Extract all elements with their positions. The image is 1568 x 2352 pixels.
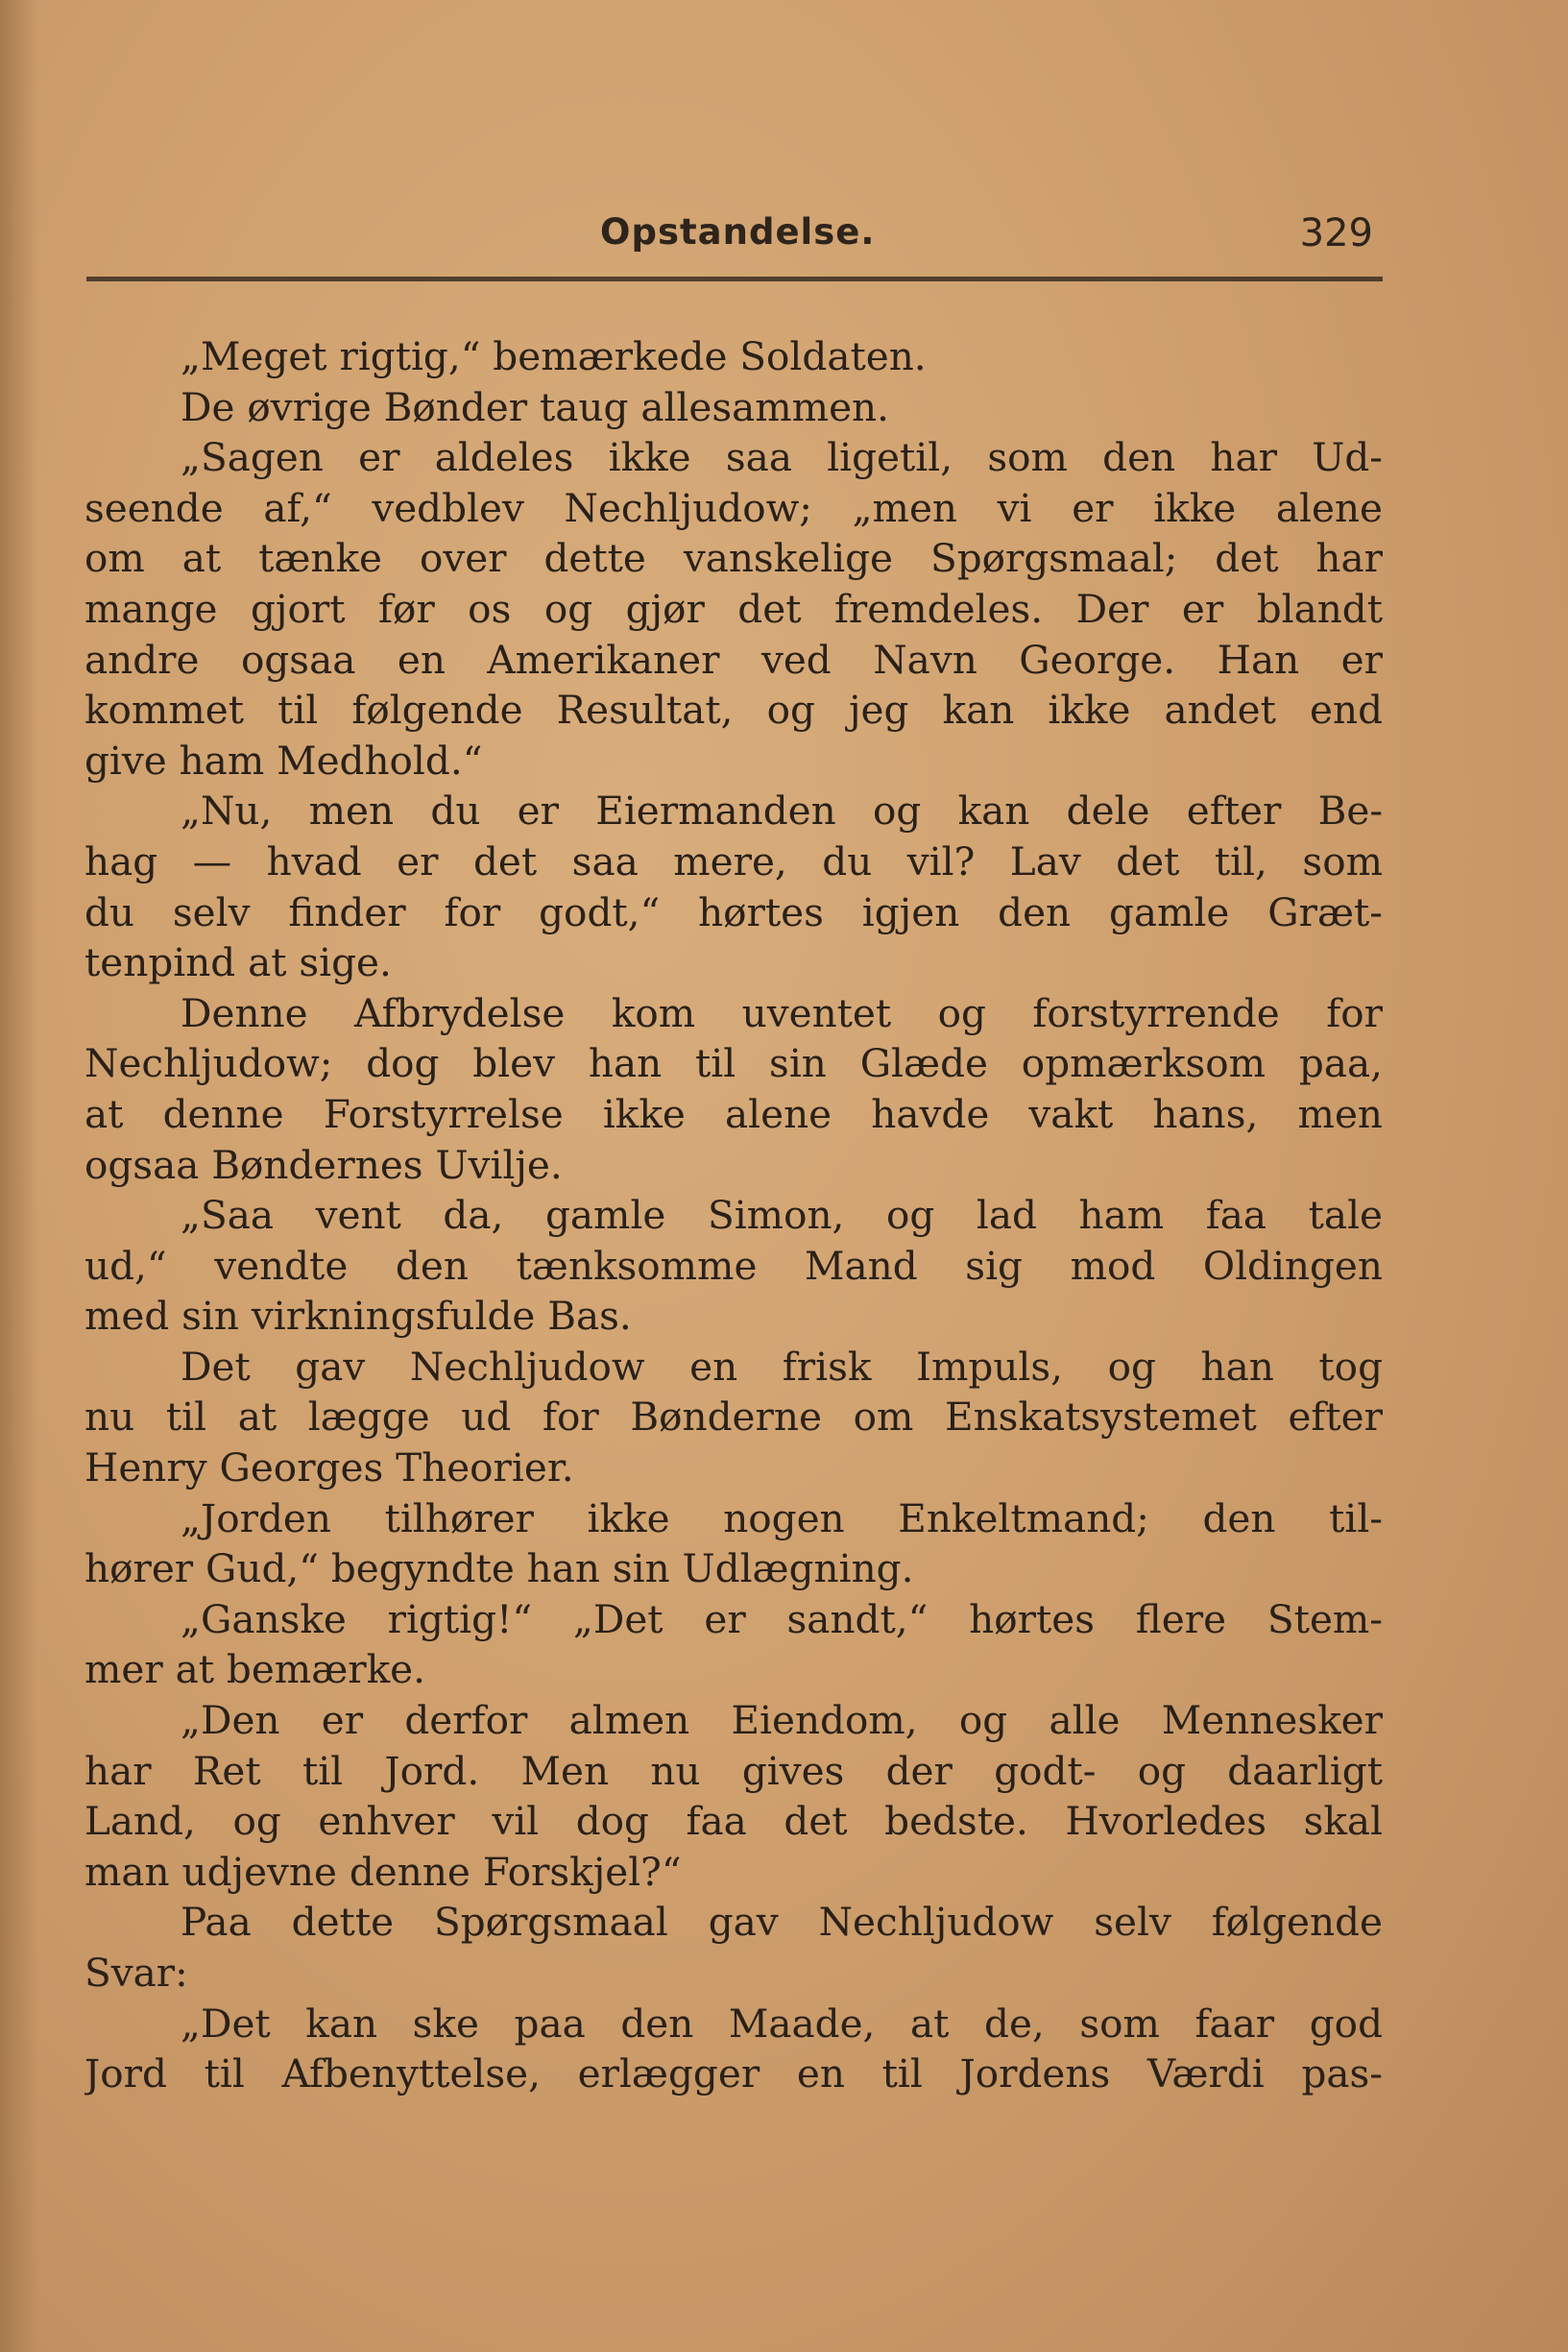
- text-line: med sin virkningsfulde Bas.: [84, 1293, 632, 1340]
- text-line: „Meget rigtig,“ bemærkede Soldaten.: [181, 333, 927, 379]
- text-line: hører Gud,“ begyndte han sin Udlægning.: [84, 1545, 914, 1592]
- text-line: Land, og enhver vil dog faa det bedste. Hvorledes skal: [84, 1798, 1383, 1845]
- text-line: andre ogsaa en Amerikaner ved Navn George. Han er: [84, 636, 1383, 683]
- text-line: mange gjort før os og gjør det fremdeles. Der er blandt: [84, 585, 1383, 632]
- text-line: „Den er derfor almen Eiendom, og alle Mennesker: [181, 1697, 1383, 1744]
- text-line: mer at bemærke.: [84, 1646, 426, 1693]
- text-line: tenpind at sige.: [84, 939, 392, 986]
- running-header: [86, 211, 1383, 269]
- text-line: ud,“ vendte den tænksomme Mand sig mod Oldingen: [84, 1242, 1383, 1289]
- text-line: om at tænke over dette vanskelige Spørgsmaal; det har: [84, 535, 1383, 582]
- text-line: Jord til Afbenyttelse, erlægger en til Jordens Værdi pas-: [84, 2050, 1383, 2097]
- text-line: at denne Forstyrrelse ikke alene havde vakt hans, men: [84, 1090, 1383, 1137]
- running-title: Opstandelse.: [600, 211, 876, 253]
- text-line: ogsaa Bøndernes Uvilje.: [84, 1141, 563, 1188]
- text-line: De øvrige Bønder taug allesammen.: [181, 383, 889, 430]
- page-edge-shadow: [0, 0, 38, 2352]
- text-line: Henry Georges Theorier.: [84, 1444, 574, 1491]
- header-rule: [86, 277, 1383, 281]
- page-number: 329: [1299, 211, 1373, 255]
- text-line: „Sagen er aldeles ikke saa ligetil, som den har Ud-: [181, 434, 1383, 481]
- text-line: give ham Medhold.“: [84, 737, 483, 784]
- text-line: Paa dette Spørgsmaal gav Nechljudow selv følgende: [181, 1899, 1383, 1946]
- text-line: „Nu, men du er Eiermanden og kan dele efter Be-: [181, 788, 1383, 835]
- text-line: Svar:: [84, 1950, 188, 1996]
- body-text: [84, 331, 1383, 2099]
- text-line: kommet til følgende Resultat, og jeg kan ikke andet end: [84, 687, 1383, 734]
- text-line: Denne Afbrydelse kom uventet og forstyrrende for: [181, 989, 1383, 1036]
- text-line: „Jorden tilhører ikke nogen Enkeltmand; den til-: [181, 1494, 1383, 1541]
- text-line: „Ganske rigtig!“ „Det er sandt,“ hørtes flere Stem-: [181, 1595, 1383, 1642]
- text-line: „Det kan ske paa den Maade, at de, som faar god: [181, 2000, 1383, 2047]
- text-line: du selv finder for godt,“ hørtes igjen den gamle Græt-: [84, 888, 1383, 935]
- text-line: Det gav Nechljudow en frisk Impuls, og han tog: [181, 1343, 1383, 1390]
- text-line: hag — hvad er det saa mere, du vil? Lav det til, som: [84, 837, 1383, 885]
- text-line: „Saa vent da, gamle Simon, og lad ham faa tale: [181, 1192, 1383, 1239]
- text-line: seende af,“ vedblev Nechljudow; „men vi er ikke alene: [84, 484, 1383, 531]
- text-line: Nechljudow; dog blev han til sin Glæde opmærksom paa,: [84, 1040, 1383, 1087]
- text-line: har Ret til Jord. Men nu gives der godt- og daarligt: [84, 1747, 1383, 1794]
- text-line: nu til at lægge ud for Bønderne om Enskatsystemet efter: [84, 1394, 1383, 1441]
- text-line: man udjevne denne Forskjel?“: [84, 1848, 682, 1895]
